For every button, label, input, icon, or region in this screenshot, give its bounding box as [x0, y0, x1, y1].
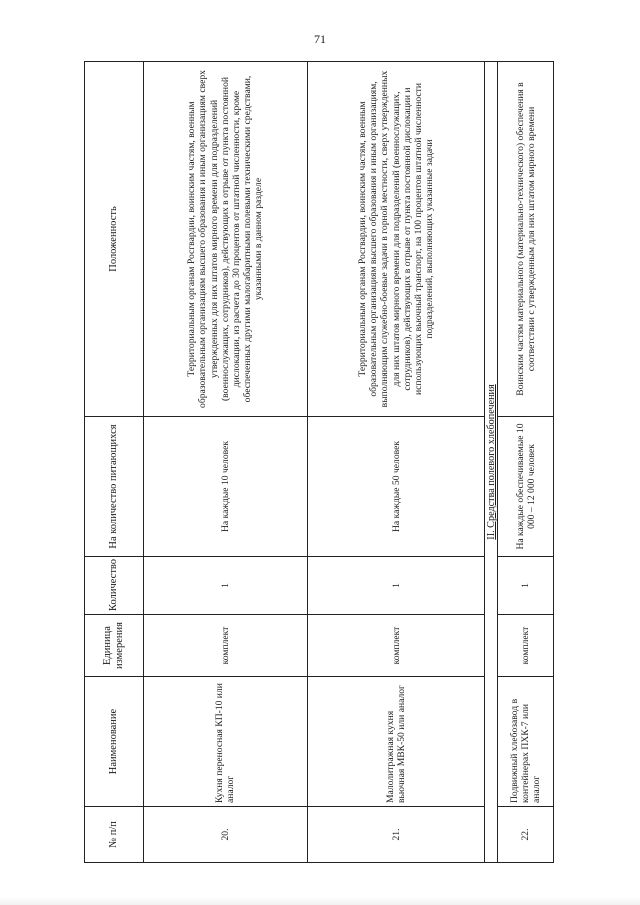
- row-qty: 1: [498, 557, 554, 615]
- table-header-row: [85, 62, 144, 863]
- section-title: II. Средства полевого хлебопечения: [485, 62, 498, 863]
- row-qty: 1: [308, 557, 485, 615]
- row-num: 20.: [143, 807, 307, 863]
- row-num: 22.: [498, 807, 554, 863]
- row-unit: комплект: [498, 615, 554, 677]
- header-qty: Количество: [85, 557, 144, 615]
- row-unit: комплект: [143, 615, 307, 677]
- row-provision: Территориальным органам Росгвардии, воинским частям, военным образовательным организациям высшего образования и иным организациям, выполняющим служебно-боевые задачи в горной местности, сверх утвержденных для них штатов мирного времени для подразделений (военнослужащих, сотрудников), действующих в отрыве от пункта постоянной дислокации и использующих вьючный транспорт, на 100 процентов штатной численности подразделений, выполняющих указанные задачи: [308, 62, 485, 417]
- header-unit: Единица измерения: [85, 615, 144, 677]
- row-unit: комплект: [308, 615, 485, 677]
- row-name: Кухня переносная КП-10 или аналог: [143, 677, 307, 807]
- row-num: 21.: [308, 807, 485, 863]
- row-provision: Территориальным органам Росгвардии, воинским частям, военным образовательным организациям высшего образования и иным организациям сверх утвержденных для них штатов мирного времени для подразделений (военнослужащих, сотрудников), действующих в отрыве от пункта постоянной дислокации, из расчета до 30 процентов от штатной численности, кроме обеспеченных другими малогабаритными полевыми техническими средствами, указанными в данном разделе: [143, 62, 307, 417]
- row-per: На каждые 50 человек: [308, 417, 485, 557]
- rotated-table-container: [84, 62, 554, 863]
- scan-edge: [0, 897, 640, 905]
- row-name: Подвижный хлебозавод в контейнерах ПХК-7 или аналог: [498, 677, 554, 807]
- header-provision: Положенность: [85, 62, 144, 417]
- row-name: Малолитражная кухня вьючная МВК-50 или аналог: [308, 677, 485, 807]
- row-qty: 1: [143, 557, 307, 615]
- table-row: [308, 62, 485, 863]
- provisioning-table: [84, 61, 554, 863]
- table-row: [498, 62, 554, 863]
- row-provision: Воинским частям материального (материально-технического) обеспечения в соответствии с утвержденным для них штатом мирного времени: [498, 62, 554, 417]
- section-row: [485, 62, 498, 863]
- row-per: На каждые обеспечиваемые 10 000 – 12 000 человек: [498, 417, 554, 557]
- header-num: № п/п: [85, 807, 144, 863]
- table-row: [143, 62, 307, 863]
- header-name: Наименование: [85, 677, 144, 807]
- row-per: На каждые 10 человек: [143, 417, 307, 557]
- page-number: 71: [314, 32, 326, 46]
- header-per: На количество питающихся: [85, 417, 144, 557]
